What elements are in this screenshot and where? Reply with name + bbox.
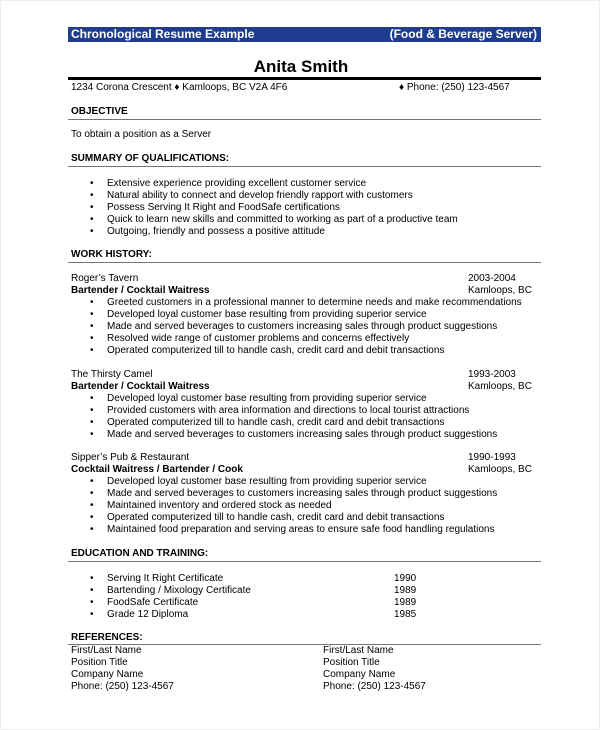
reference-1-name: First/Last Name [71, 645, 142, 656]
applicant-name: Anita Smith [253, 57, 349, 76]
job-title: Cocktail Waitress / Bartender / Cook [71, 464, 243, 475]
summary-heading: SUMMARY OF QUALIFICATIONS: [71, 153, 230, 164]
education-heading: EDUCATION AND TRAINING: [71, 548, 209, 559]
contact-address: 1234 Corona Crescent ♦ Kamloops, BC V2A 4F6 [71, 82, 288, 93]
reference-2-name: First/Last Name [323, 645, 394, 656]
contact-phone: ♦ Phone: (250) 123-4567 [399, 82, 510, 93]
summary-rule [68, 166, 541, 167]
objective-rule [68, 119, 541, 120]
job-dates: 1993-2003 [468, 369, 516, 380]
objective-text: To obtain a position as a Server [71, 129, 212, 140]
reference-1-company: Company Name [71, 669, 144, 680]
job-location: Kamloops, BC [468, 285, 532, 296]
job-dates: 2003-2004 [468, 273, 516, 284]
objective-heading: OBJECTIVE [71, 106, 128, 117]
job-title: Bartender / Cocktail Waitress [71, 381, 210, 392]
banner-title: Chronological Resume Example [71, 27, 255, 41]
job-title: Bartender / Cocktail Waitress [71, 285, 210, 296]
title-banner [68, 27, 541, 42]
job-employer: Sipper’s Pub & Restaurant [71, 452, 190, 463]
header-rule [68, 77, 541, 80]
reference-1-phone: Phone: (250) 123-4567 [71, 681, 174, 692]
job-location: Kamloops, BC [468, 381, 532, 392]
reference-2-title: Position Title [323, 657, 380, 668]
job-location: Kamloops, BC [468, 464, 532, 475]
resume-page: Chronological Resume Example (Food & Beverage Server) Anita Smith 1234 Corona Crescent ♦ Kamloops, BC V2A 4F6 ♦ Phone: (250) 123-4567 OBJECTIVE To obtain a position as a Server SUMMARY OF QUALIFICATIONS: • Extensive experience providing excellent customer service • Natural ability to connect and develop friendly rapport with customers • Possess Serving It Right and FoodSafe certifications • Quick to learn new skills and committed to working as part of a productive team • Outgoing, friendly and possess a positive attitude WORK HISTORY: Roger’s Tavern 2003-2004 Bartender / Cocktail Waitress Kamloops, BC • Greeted customers in a professional manner to determine needs and make recommendations • Developed loyal customer base resulting from providing superior service • Made and served beverages to customers increasing sales through product suggestions • Resolved wide range of customer problems and concerns effectively • Operated computerized till to handle cash, credit card and debit transactions The Thirsty Camel 1993-2003 Bartender / Cocktail Waitress Kamloops, BC • Developed loyal customer base resulting from providing superior service • Provided customers with area information and directions to local tourist attractions • Operated computerized till to handle cash, credit card and debit transactions • Made and served beverages to customers increasing sales through product suggestions Sipper’s Pub & Restaurant 1990-1993 Cocktail Waitress / Bartender / Cook Kamloops, BC • Developed loyal customer base resulting from providing superior service • Made and served beverages to customers increasing sales through product suggestions • Maintained inventory and ordered stock as needed • Operated computerized till to handle cash, credit card and debit transactions • Maintained food preparation and serving areas to ensure safe food handling regulations EDUCATION AND TRAINING: • Serving It Right Certificate 1990 • Bartending / Mixology Certificate 1989 • FoodSafe Certificate 1989 • Grade 12 Diploma 1985 REFERENCES: First/Last Name Position Title Company Name Phone: (250) 123-4567 First/Last Name Position Title Company Name Phone: (250) 123-4567 [0, 0, 600, 730]
reference-2-phone: Phone: (250) 123-4567 [323, 681, 426, 692]
banner-subtitle: (Food & Beverage Server) [389, 27, 537, 41]
education-rule [68, 561, 541, 562]
references-heading: REFERENCES: [71, 632, 143, 643]
job-employer: The Thirsty Camel [71, 369, 153, 380]
reference-2-company: Company Name [323, 669, 396, 680]
work-rule [68, 262, 541, 263]
reference-1-title: Position Title [71, 657, 128, 668]
job-dates: 1990-1993 [468, 452, 516, 463]
job-employer: Roger’s Tavern [71, 273, 139, 284]
work-heading: WORK HISTORY: [71, 249, 152, 260]
